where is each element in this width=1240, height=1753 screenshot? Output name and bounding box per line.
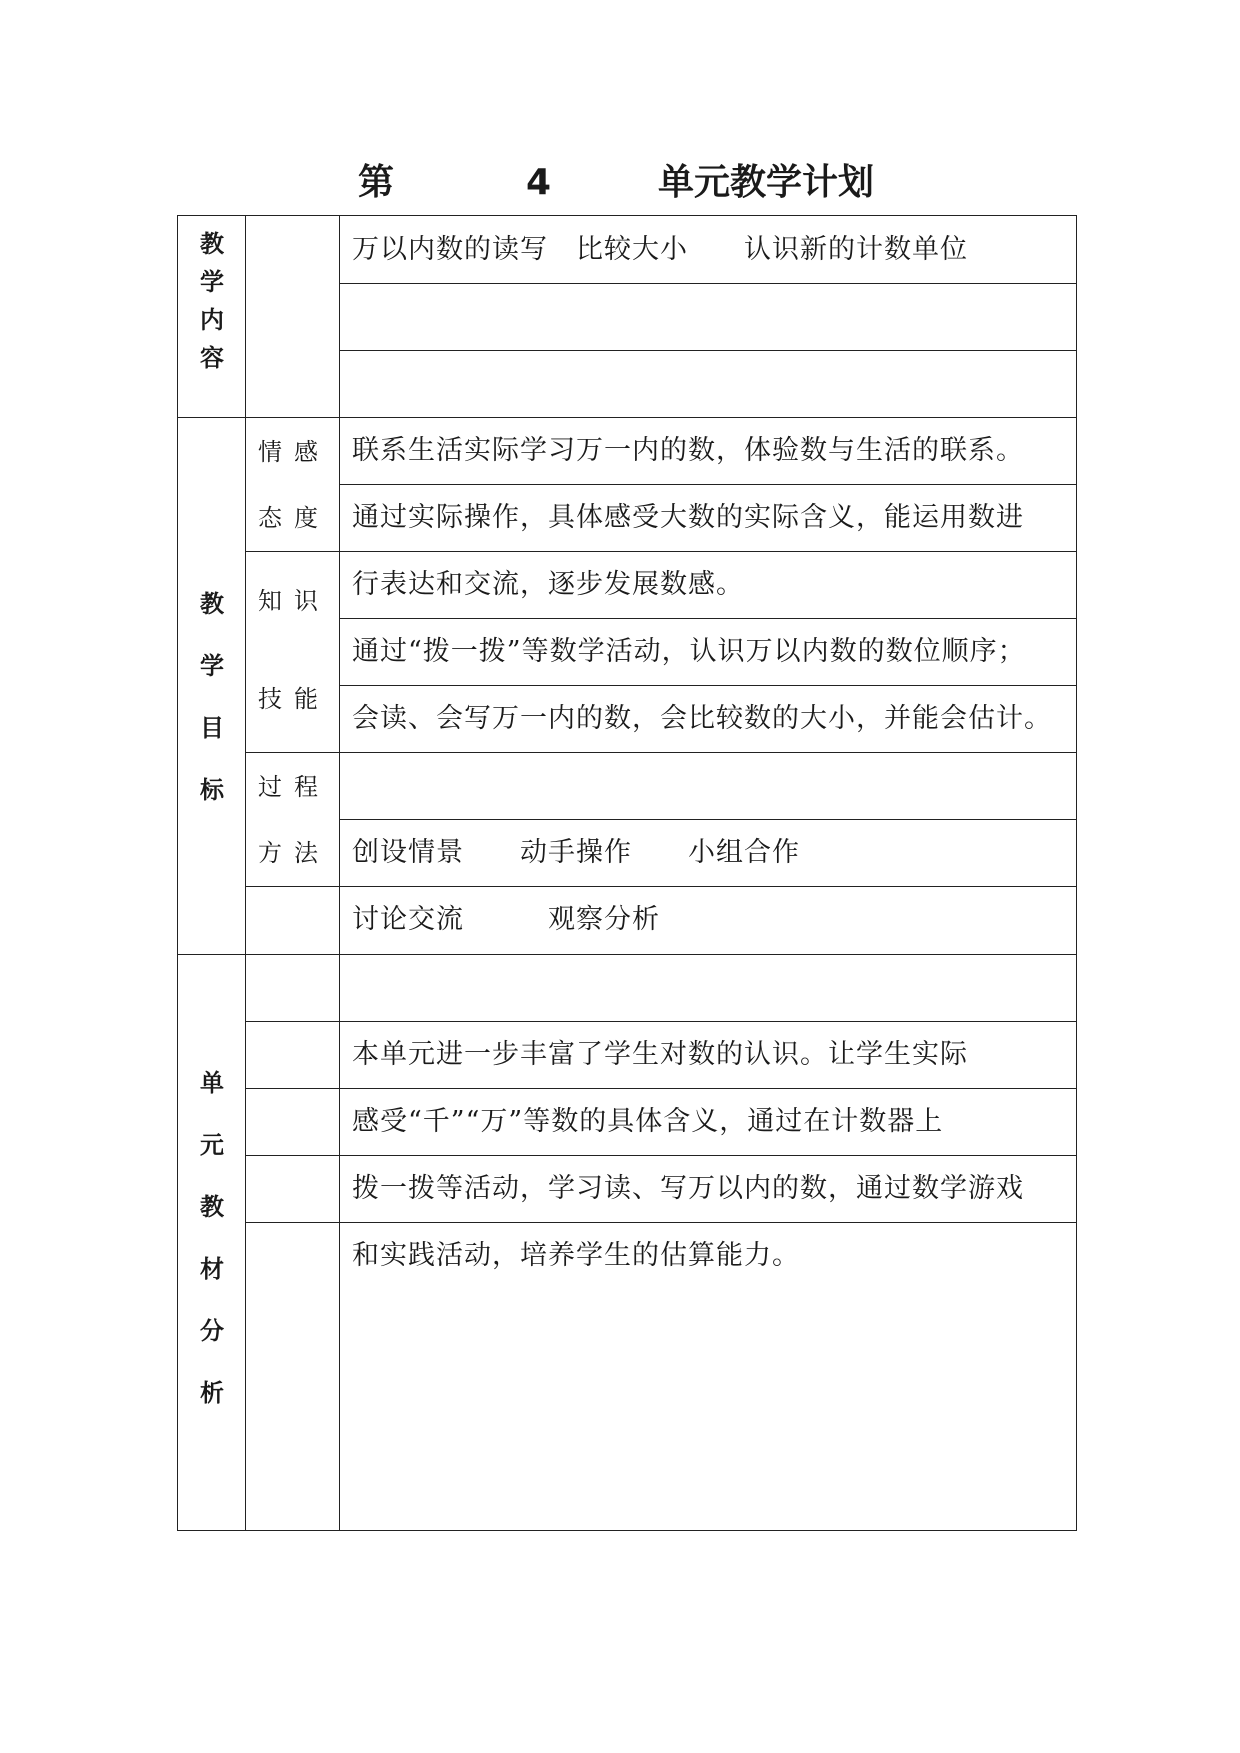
sub-label-emotion-2: 态度 xyxy=(258,504,330,532)
goal-row: 创设情景 动手操作 小组合作 xyxy=(352,837,800,868)
row-line xyxy=(245,551,1077,552)
row-line xyxy=(339,350,1077,351)
sub-label-knowledge-2: 技能 xyxy=(258,685,330,713)
goal-row: 会读、会写万一内的数，会比较数的大小，并能会估计。 xyxy=(352,703,1052,734)
goal-row: 联系生活实际学习万一内的数，体验数与生活的联系。 xyxy=(352,435,1024,466)
label-teaching-content: 教 学 内 容 xyxy=(200,230,224,372)
analysis-row: 和实践活动，培养学生的估算能力。 xyxy=(352,1240,800,1271)
column-divider-1 xyxy=(245,215,246,1531)
sub-label-process-1: 过程 xyxy=(258,773,330,801)
sub-label-knowledge-1: 知识 xyxy=(258,587,330,615)
row-line xyxy=(245,1021,1077,1022)
title-prefix: 第 xyxy=(358,162,395,203)
analysis-row: 本单元进一步丰富了学生对数的认识。让学生实际 xyxy=(352,1039,968,1070)
title-suffix: 单元教学计划 xyxy=(658,162,875,203)
analysis-row: 拨一拨等活动，学习读、写万以内的数，通过数学游戏 xyxy=(352,1173,1024,1204)
row-line xyxy=(339,283,1077,284)
row-line xyxy=(339,685,1077,686)
label-teaching-goals: 教 学 目 标 xyxy=(200,590,224,804)
table-bottom-border xyxy=(177,1530,1077,1531)
row-line xyxy=(339,484,1077,485)
goal-row: 通过实际操作，具体感受大数的实际含义，能运用数进 xyxy=(352,502,1024,533)
row-line xyxy=(245,1088,1077,1089)
row-line xyxy=(245,752,1077,753)
row-line xyxy=(245,886,1077,887)
label-unit-analysis: 单 元 教 材 分 析 xyxy=(200,1069,224,1407)
unit-number: 4 xyxy=(526,162,552,203)
column-divider-2 xyxy=(339,215,340,1531)
goal-row: 讨论交流 观察分析 xyxy=(352,904,660,935)
sub-label-process-2: 方法 xyxy=(258,839,330,867)
table-left-border xyxy=(177,215,178,1531)
row-line xyxy=(245,1222,1077,1223)
row-line xyxy=(245,1155,1077,1156)
row-line xyxy=(339,618,1077,619)
section-divider-2 xyxy=(177,954,1077,955)
goal-row: 行表达和交流，逐步发展数感。 xyxy=(352,569,744,600)
table-top-border xyxy=(177,215,1077,216)
section-divider-1 xyxy=(177,417,1077,418)
table-right-border xyxy=(1076,215,1077,1531)
goal-row: 通过“拨一拨”等数学活动，认识万以内数的数位顺序； xyxy=(352,636,1026,667)
analysis-row: 感受“千”“万”等数的具体含义，通过在计数器上 xyxy=(352,1106,944,1137)
content-row: 万以内数的读写 比较大小 认识新的计数单位 xyxy=(352,234,968,265)
sub-label-emotion-1: 情感 xyxy=(258,438,330,466)
row-line xyxy=(339,819,1077,820)
